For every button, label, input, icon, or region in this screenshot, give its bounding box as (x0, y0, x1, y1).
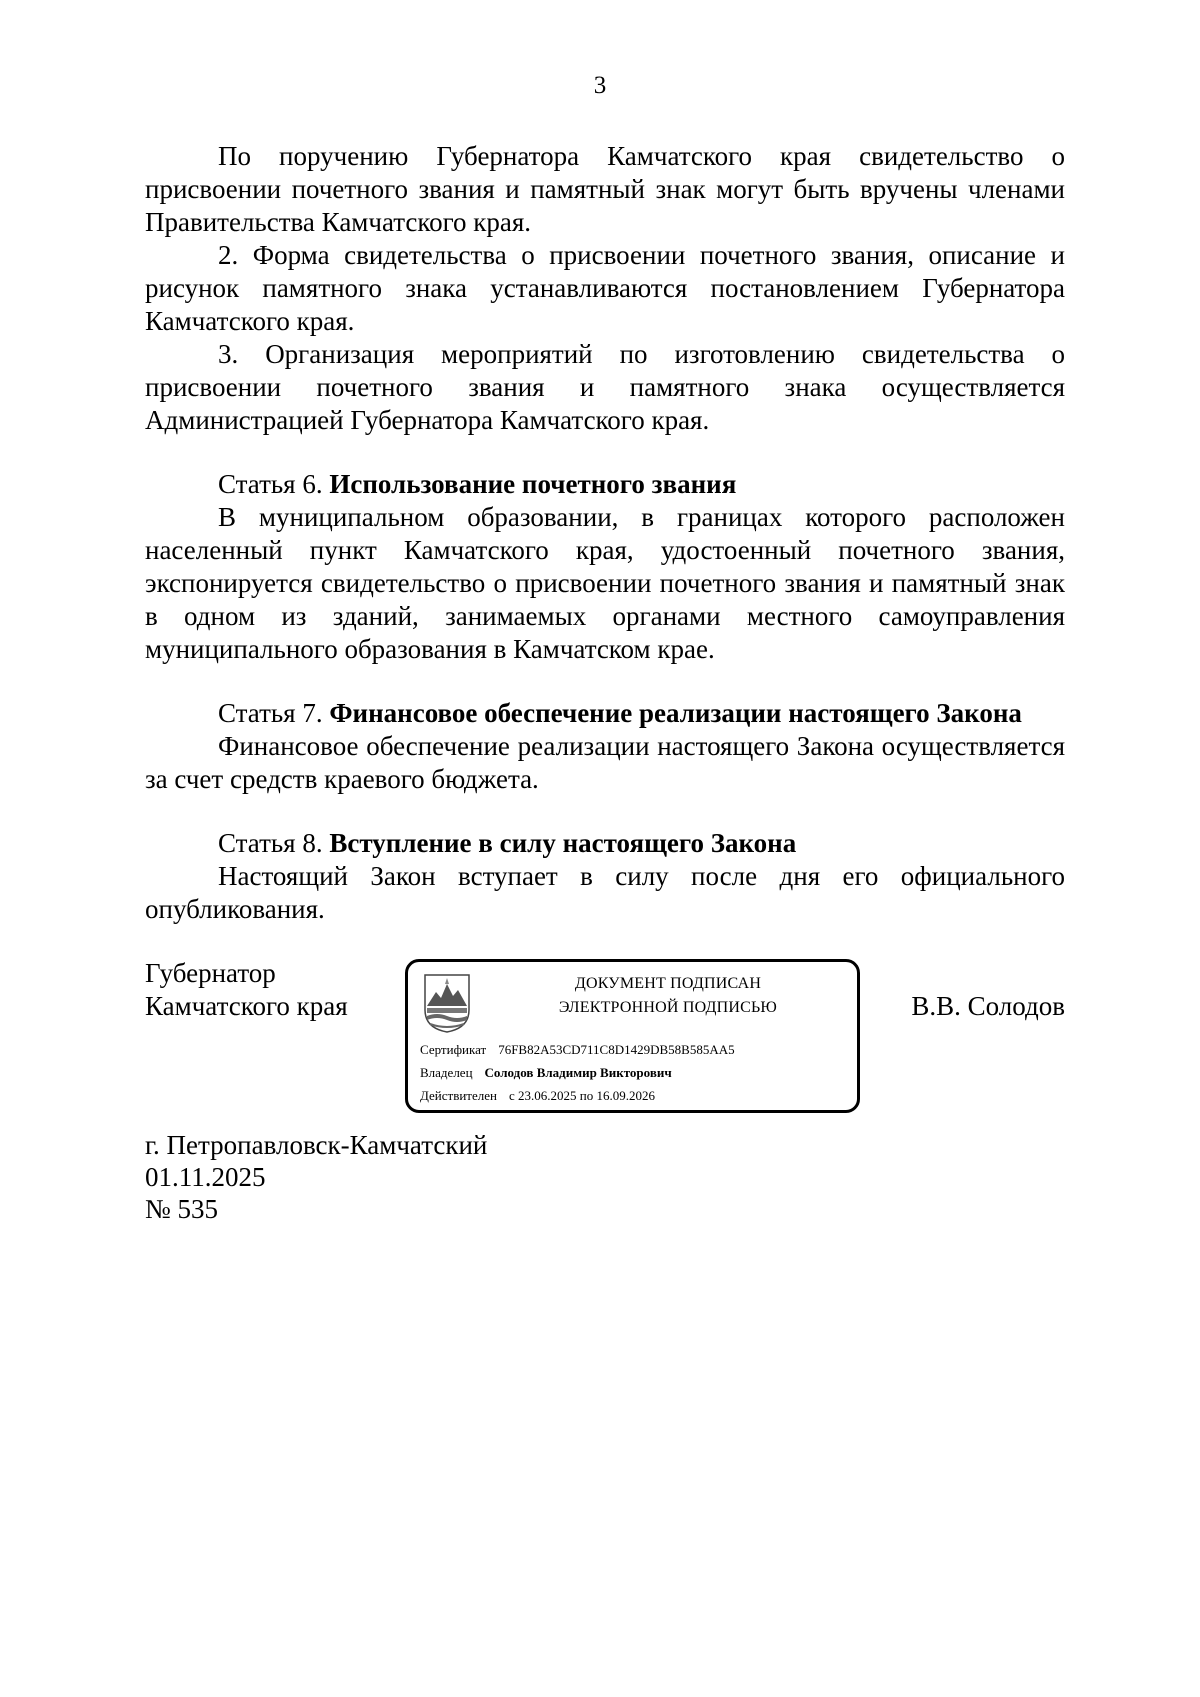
article-6 (145, 468, 1065, 666)
article-7-heading (145, 697, 1065, 730)
signatory-name: В.В. Солодов (911, 991, 1065, 1021)
stamp-validity-row (420, 1088, 655, 1104)
signature-block (145, 957, 1065, 1117)
article-8-heading (145, 827, 1065, 860)
stamp-owner-row (420, 1065, 672, 1081)
article-6-text: В муниципальном образовании, в границах которого расположен населенный пункт Камчатского края, удостоенный почетного звания, экспонируется свидетельство о присвоении почетного звания и памятный знак в одном из зданий, занимаемых органами местного самоуправления муниципального образования в Камчатском крае. (145, 502, 1065, 664)
article-8 (145, 827, 1065, 926)
stamp-owner-value: Солодов Владимир Викторович (484, 1065, 672, 1080)
stamp-cert-label: Сертификат (420, 1042, 487, 1057)
kamchatka-emblem-icon (422, 972, 472, 1034)
stamp-valid-label: Действителен (420, 1088, 497, 1103)
page-number: 3 (593, 72, 607, 99)
electronic-signature-stamp (405, 959, 860, 1113)
document-body (145, 140, 1065, 926)
stamp-title-line1: ДОКУМЕНТ ПОДПИСАН (574, 975, 762, 992)
stamp-title (488, 972, 848, 1020)
paragraph-intro-3: 3. Организация мероприятий по изготовлению свидетельства о присвоении почетного звания и памятного знака осуществляется Администрацией Губернатора Камчатского края. (145, 339, 1065, 435)
stamp-valid-value: с 23.06.2025 по 16.09.2026 (508, 1088, 655, 1103)
signatory-position (145, 957, 348, 1023)
article-7-prefix: Статья 7. (218, 698, 323, 728)
article-6-title: Использование почетного звания (329, 469, 737, 499)
place-city: г. Петропавловск-Камчатский (145, 1130, 488, 1160)
signatory-position-line1: Губернатор (145, 958, 276, 988)
article-6-prefix: Статья 6. (218, 469, 323, 499)
article-7-text: Финансовое обеспечение реализации настоящего Закона осуществляется за счет средств краевого бюджета. (145, 731, 1065, 794)
stamp-certificate-row (420, 1042, 735, 1058)
stamp-owner-label: Владелец (420, 1065, 473, 1080)
article-7 (145, 697, 1065, 796)
place-date-number (145, 1129, 487, 1225)
document-number: № 535 (145, 1194, 219, 1224)
article-6-heading (145, 468, 1065, 501)
article-8-prefix: Статья 8. (218, 828, 323, 858)
article-7-title: Финансовое обеспечение реализации настоящего Закона (329, 698, 1022, 728)
stamp-cert-value: 76FB82A53CD711C8D1429DB58B585AA5 (498, 1042, 735, 1057)
article-8-text: Настоящий Закон вступает в силу после дня его официального опубликования. (145, 861, 1065, 924)
document-date: 01.11.2025 (145, 1162, 266, 1192)
paragraph-intro-2: 2. Форма свидетельства о присвоении почетного звания, описание и рисунок памятного знака устанавливаются постановлением Губернатора Камчатского края. (145, 240, 1065, 336)
paragraph-intro-1: По поручению Губернатора Камчатского края свидетельство о присвоении почетного звания и памятный знак могут быть вручены членами Правительства Камчатского края. (145, 141, 1065, 237)
stamp-title-line2: ЭЛЕКТРОННОЙ ПОДПИСЬЮ (558, 999, 778, 1016)
article-8-title: Вступление в силу настоящего Закона (329, 828, 797, 858)
signatory-position-line2: Камчатского края (145, 991, 348, 1021)
